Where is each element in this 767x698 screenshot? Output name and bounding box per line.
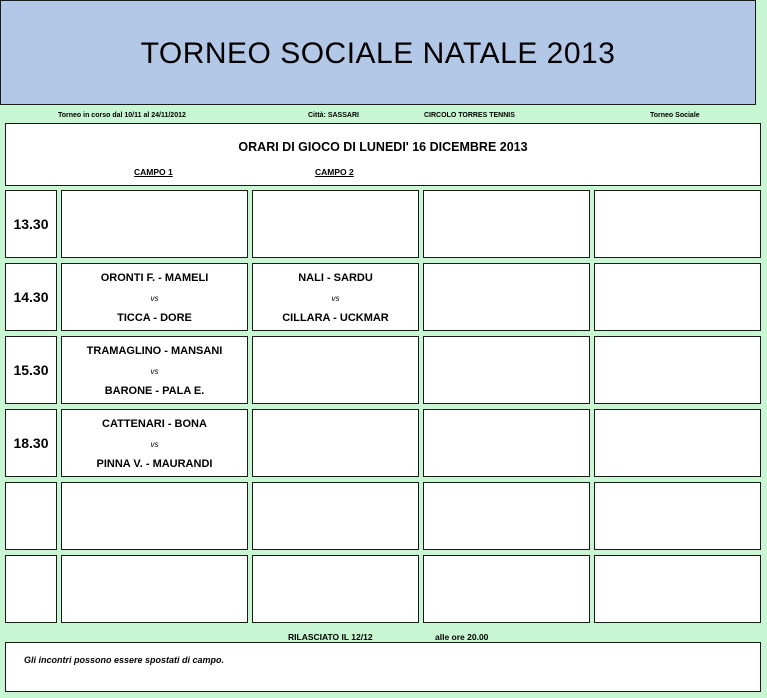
empty-match-cell [252,409,419,477]
time-slot: 13.30 [5,190,57,258]
court-label-2: CAMPO 2 [315,167,354,177]
title-banner [0,0,756,105]
empty-match-cell [423,190,590,258]
match-cell [61,336,248,404]
empty-match-cell [423,336,590,404]
match-cell [61,263,248,331]
team-home: CATTENARI - BONA [102,418,207,430]
empty-match-cell [594,263,761,331]
time-slot [5,555,57,623]
empty-match-cell [252,482,419,550]
tournament-club: CIRCOLO TORRES TENNIS [424,112,515,119]
empty-match-cell [594,482,761,550]
empty-match-cell [252,190,419,258]
vs-label: vs [150,440,159,449]
empty-match-cell [61,190,248,258]
empty-match-cell [61,482,248,550]
team-home: TRAMAGLINO - MANSANI [86,345,223,357]
release-date: RILASCIATO IL 12/12 [288,632,373,642]
vs-label: vs [150,367,159,376]
schedule-subtitle: ORARI DI GIOCO DI LUNEDI' 16 DICEMBRE 2013 [238,140,528,154]
team-away: TICCA - DORE [117,312,192,324]
vs-label: vs [150,294,159,303]
vs-label: vs [331,294,340,303]
time-slot: 14.30 [5,263,57,331]
time-slot: 18.30 [5,409,57,477]
time-slot [5,482,57,550]
notes-box [5,642,761,692]
tournament-city: Città: SASSARI [308,112,359,119]
team-away: PINNA V. - MAURANDI [96,458,213,470]
court-label-1: CAMPO 1 [134,167,173,177]
tournament-type: Torneo Sociale [650,112,700,119]
empty-match-cell [594,336,761,404]
note-text: Gli incontri possono essere spostati di campo. [24,655,225,665]
empty-match-cell [252,555,419,623]
empty-match-cell [594,190,761,258]
team-home: NALI - SARDU [298,272,373,284]
time-slot: 15.30 [5,336,57,404]
empty-match-cell [252,336,419,404]
match-cell [252,263,419,331]
release-time: alle ore 20.00 [435,632,489,642]
empty-match-cell [423,555,590,623]
empty-match-cell [594,409,761,477]
empty-match-cell [61,555,248,623]
tournament-period: Torneo in corso dal 10/11 al 24/11/2012 [58,112,186,119]
empty-match-cell [423,482,590,550]
team-away: BARONE - PALA E. [104,385,205,397]
empty-match-cell [594,555,761,623]
match-cell [61,409,248,477]
page-title: TORNEO SOCIALE NATALE 2013 [140,36,616,70]
empty-match-cell [423,263,590,331]
schedule-header [5,123,761,186]
team-home: ORONTI F. - MAMELI [100,272,209,284]
team-away: CILLARA - UCKMAR [282,312,389,324]
empty-match-cell [423,409,590,477]
